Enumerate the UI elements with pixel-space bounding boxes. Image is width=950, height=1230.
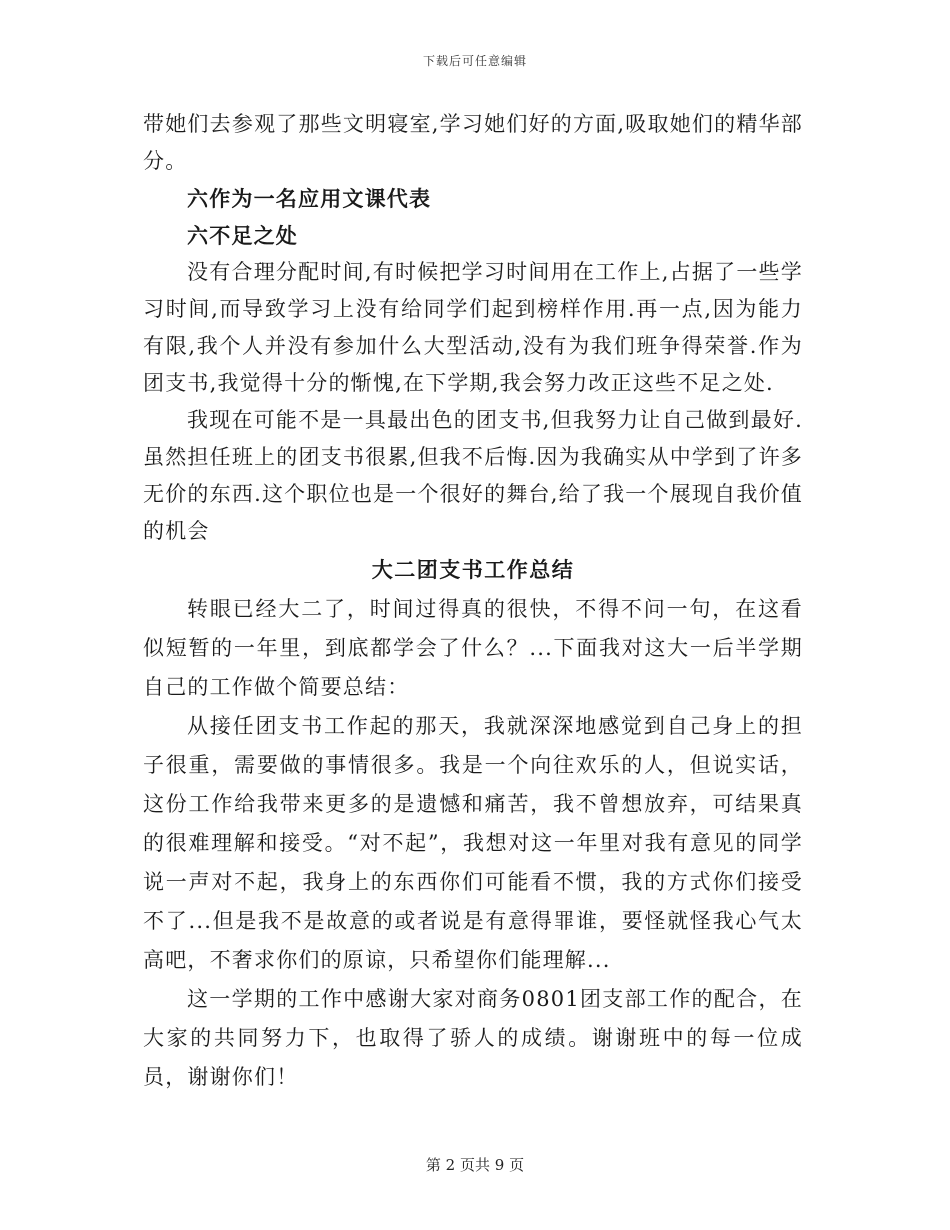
page-header: 下载后可任意编辑 — [422, 54, 527, 68]
heading-shortcomings: 六不足之处 — [187, 223, 298, 248]
paragraph-closing: 我现在可能不是一具最出色的团支书,但我努力让自己做到最好.虽然担任班上的团支书很累,但我不后悔.因为我确实从中学到了许多无价的东西.这个职位也是一个很好的舞台,给了我一个展现自我价值的机会 — [143, 408, 803, 543]
second-article — [143, 550, 803, 1097]
article-title: 大二团支书工作总结 — [371, 557, 575, 582]
continued-paragraph: 带她们去参观了那些文明寝室,学习她们好的方面,吸取她们的精华部分。 — [143, 112, 803, 173]
paragraph-shortcomings: 没有合理分配时间,有时候把学习时间用在工作上,占据了一些学习时间,而导致学习上没有给同学们起到榜样作用.再一点,因为能力有限,我个人并没有参加什么大型活动,没有为我们班争得荣誉.作为团支书,我觉得十分的惭愧,在下学期,我会努力改正这些不足之处. — [143, 260, 803, 395]
document-body — [143, 106, 803, 1097]
paragraph-thanks: 这一学期的工作中感谢大家对商务0801团支部工作的配合，在大家的共同努力下，也取得了骄人的成绩。谢谢班中的每一位成员，谢谢你们！ — [143, 987, 803, 1089]
paragraph-intro: 转眼已经大二了，时间过得真的很快，不得不问一句，在这看似短暂的一年里，到底都学会了什么？...下面我对这大一后半学期自己的工作做个简要总结： — [143, 597, 803, 699]
page-number: 第 2 页共 9 页 — [425, 1156, 525, 1174]
paragraph-feelings: 从接任团支书工作起的那天，我就深深地感觉到自己身上的担子很重，需要做的事情很多。我是一个向往欢乐的人，但说实话，这份工作给我带来更多的是遗憾和痛苦，我不曾想放弃，可结果真的很难理解和接受。“对不起”，我想对这一年里对我有意见的同学说一声对不起，我身上的东西你们可能看不惯，我的方式你们接受不了...但是我不是故意的或者说是有意得罪谁，要怪就怪我心气太高吧，不奢求你们的原谅，只希望你们能理解... — [143, 714, 803, 972]
heading-course-representative: 六作为一名应用文课代表 — [187, 186, 432, 211]
